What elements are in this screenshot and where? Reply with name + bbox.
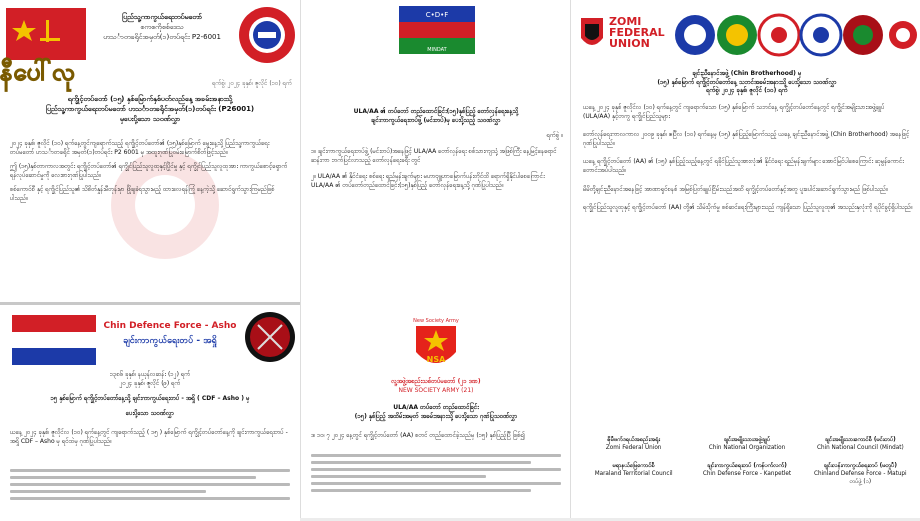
date-line: ၂၀၂၄ ခုနှစ်၊ ဇူလိုင် (၉) ရက် [119, 379, 181, 387]
paragraph-2: ၂။ ULA/AA ၏ နိုင်ငံရေး စစ်ရေး ရည်မှန်းချက်များ မဟာဗျူဟာမြောက်ပန်းတိုင်ထိ ရောက်ရှိနိုင်ပါစေကြောင်း ULA/AA ၏ တပ်တော်တည်ထောင်ခြင်း(၁၅)နှစ်ပြည့် တော်လှန်ရေးနေ့သို့ ဂုဏ်ပြုပါသည်။ [311, 173, 545, 189]
subject-line: ၁၅ နှစ်မြောက် ရက္ခိုင့်တပ်တော်နေ့သို့ ချင်းကာကွယ်ရေးတပ် - အရှို ( CDF – Asho ) မှ [50, 395, 250, 402]
zomi-federal-union-logo [579, 10, 669, 60]
asho-flag-icon [12, 315, 96, 365]
signatory: ချင်းအမျိုးသားကောင်စီ (မင်းတပ်) Chin National Council (Mindat) [816, 437, 904, 451]
title-line-3: ရက်စွဲ၊ ၂၀၂၄ ခုနှစ်၊ ဇူလိုင် (၁၀) ရက် [706, 87, 788, 95]
paragraph-3: ယနေ့ ရက္ခိုင့်တပ်တော် (AA) ၏ (၁၅) နှစ်ပြည့်သည့်နေ့တွင် ရခိုင်ပြည်သူအားလုံး၏ နိုင်ငံရေး ရည်မှန်းချက်များ အောင်မြင်ပါစေကြောင်း ဆုမွန်ကောင်းတောင်းအပ်ပါသည်။ [583, 158, 904, 174]
zomi-line-2: FEDERAL [609, 26, 665, 39]
title-my: ချင်းကာကွယ်ရေးတပ် - အရှို [123, 336, 217, 346]
header-line-1: ပြည်သူ့ကာကွယ်ရေးတပ်မတော် [122, 13, 202, 21]
signatory: ချင်းကာကွယ်ရေးတပ် (ကန်ပက်လက်) Chin Defense Force - Kanpetlet [702, 463, 792, 477]
header-line-3: ဟသင်္ာတခရိုင်အမှတ်(၁)တပ်ရင်း P2-6001 [103, 33, 221, 41]
signatory: ဇိုမီဖက်ဒရယ်အစည်းအရုံး Zomi Federal Union [605, 437, 662, 451]
banner-text: နီပေါ်လု [0, 58, 76, 86]
title-line-2: ချင်းကာကွယ်ရေးတပ်ဖွဲ့ (မင်းတပ်)မှ ပေးပို့သည့် သဝဏ်လွှာ [371, 116, 501, 124]
flag-title: Chin Defence Force - Asho [103, 321, 237, 331]
body-paragraph: ယနေ့ ၂၀၂၄ ခုနှစ်၊ ဇူလိုင်လ (၁၀) ရက်နေ့တွင် ကျရောက်သည့် ( ၁၅ ) နှစ်မြောက် ရက္ခိုင့်တပ်တော်နေ့ကို ချင်းကာကွယ်ရေးတပ် - အရှို CDF – Asho မှ ရင်ထဲမှ ဂုဏ်ပြုပါသည်။ [10, 429, 288, 445]
member-emblems-row [673, 12, 917, 58]
signatory: ချင်းအမျိုးသားအဖွဲ့ချုပ် Chin National Organization [708, 437, 786, 451]
paragraph-3: စစ်ကောင်စီ နှင့် ရက္ခိုင်ပြည်သူ၏ သိစိတ်နှုန်းမီတုန်းမှာ ဖြိုချခံရသွားမည့် ထားလေရန်ကြုံ နေ့ကဲ့သို့ ဆောင်ရွက်သွားကြမည်ဖြစ်ပါသည်။ [10, 186, 275, 202]
letter-cdf-asho-panel [0, 302, 300, 521]
paragraph-1: ယနေ့ ၂၀၂၄ ခုနှစ် ဇူလိုင်လ (၁၀) ရက်နေ့တွင် ကျရောက်သော (၁၅) နှစ်မြောက် သဘင်နေ့ ရက္ခိုင့်တပ်တော်နေ့တွင် ရက္ခိုင်အမျိုးသားအဖွဲ့ချုပ် (ULA/AA) နှင့်တကွ ရက္ခိုင်ပြည်သူများ [583, 104, 885, 120]
nsa-title-en: NEW SOCIETY ARMY (21) [398, 386, 474, 394]
nsa-title-my: လူ့အဖွဲ့အစည်းသစ်တပ်မတော် (၂၁ ဒဏ) [391, 378, 481, 385]
letter-pdf-panel [0, 0, 300, 302]
title-line-3: မှပေးပို့သော သဝဏ်လွှာ [119, 115, 181, 123]
letter-mindat-panel [300, 0, 571, 518]
title-line-1: ချင်းညီနောင်အဖွဲ့ (Chin Brotherhood) မှ [692, 70, 802, 77]
letter-chin-brotherhood-panel [570, 0, 920, 518]
emblem-5-icon [843, 15, 883, 55]
letter-body: ဒ၊ ၁၀၊ ၇ ၂၀၂၄ နေ့တွင် ရက္ခိုင့်တပ်တော် (AA) စတင် တည်ထောင်ခဲ့သည်မှ (၁၅) နှစ်ပြည့်ပြီ ဖြစ်၍ [311, 432, 526, 439]
paragraph-5: ရက္ခိုင်ပြည်သူလူထုနှင့် ရက္ခိုင့်တပ်တော် (AA) တို့၏ သိမ်းပိုက်မှု စစ်ဆင်ရေးကြီးများသည် ကျန်ရှိသော ပြည်သူလူထု၏ အသည်းနှလုံးကို ရပိုင်ခွင့်ရှိပါသည်။ [583, 204, 913, 212]
signatories-grid [577, 436, 917, 486]
zomi-shield-icon [579, 16, 605, 52]
paragraph-4: မိမိတို့ချင်းညီနောင်အနေဖြင့် အာဏာရှင်စနစ် အမြစ်ပြတ်ချုပ်ငြိမ်းသည်အထိ ရက္ခိုင့်တပ်တော်နှင့်အတူ ပူးပေါင်းဆောင်ရွက်သွားမည် ဖြစ်ပါသည်။ [583, 185, 888, 193]
emblem-3-icon [759, 15, 799, 55]
emblem-6-icon [889, 21, 917, 49]
ref-line: ၁၃၈၆ ခုနှစ်၊ နယုန်လဆန်း (၁၂) ရက် [109, 371, 191, 378]
header-line-2: စကစကိုစစ်ဒေသ [140, 23, 184, 31]
nsa-name: New Society Army [413, 318, 459, 324]
emblem-4-icon [801, 15, 841, 55]
zomi-line-1: ZOMI [609, 15, 642, 28]
flag-label: C•D•F [425, 11, 449, 19]
paragraph-1: ၁။ ချင်းကာကွယ်ရေးတပ်ဖွဲ့ (မင်းတပ်)အနေဖြင့် ULA/AA တော်လှန်ရေး စစ်သားကျသုံ့ အဖြစ်ကြီး နေ့မြင့်နေရောင်ဆန်းကာ ဘက်ပြင်လာသည့် တော်လှန်ရေးခရီး တွင် [311, 148, 557, 164]
zomi-line-3: UNION [609, 37, 650, 50]
pdf-emblem-icon [238, 6, 296, 64]
body-text-lines [311, 450, 561, 496]
pdf-flag-icon [6, 8, 86, 60]
signatory: မရာနယ်မြေကောင်စီ Maraland Territorial Council [594, 463, 673, 477]
paragraph-2: ဤ (၁၅)နှစ်တာကာလအတွင်း ရက္ခိုင့်တပ်တော်၏ ရက္ခိုင်ပြည်သူလူထုနှင့်ပြိုင်မှု နှင့် ရက္ခိုင်ပြည်သူလူထုအား ကာကွယ်စောင့်ရှောက်ရန်လုပ်ဆောင်မှုကို လေးစားဂုဏ်ပြုပါသည်။ [10, 163, 288, 179]
flag-sub: MINDAT [427, 47, 447, 53]
last-line: တပ်ဖွဲ့ (၁) [849, 479, 872, 485]
nsa-logo-icon [412, 316, 460, 374]
title-line-2: (၁၅) နှစ်မြောက် ရက္ခိုင့်တပ်တော်နေ့ သဘင်အခမ်းအနားသို့ ပေးပို့သော သဝဏ်လွှာ [657, 78, 837, 86]
letter-title-1: ULA/AA တပ်တော် တည်ထောင်ခြင်း [393, 404, 479, 411]
signatory: ချင်းလန်းကာကွယ်ရေးတပ် (မတူပီ) Chinland Defense Force - Matupi တပ်ဖွဲ့ (၁) [804, 462, 917, 486]
date-line: ရက်စွဲ၊ ၂၀၂၄ ခုနှစ်၊ ဇူလိုင် (၁၀) ရက် [212, 80, 292, 87]
date-short: ရက်စွဲ ။ [546, 132, 563, 139]
subject-line-2: ပေးပို့သော သဝဏ်လွှာ [125, 409, 175, 417]
nsa-logo-text: NSA [426, 355, 446, 364]
mindat-flag-icon [399, 6, 475, 54]
paragraph-2: တော်လှန်ရေးကာလကာလ ၂၀၀၉ ခုနှစ်၊ ဧပြီလ (၁၀) ရက်နေ့မှ (၁၅) နှစ်ပြည့်မြောက်သည့် ယနေ့ ချင်းညီနောင်အဖွဲ့ (Chin Brotherhood) အနေဖြင့် ဂုဏ်ပြုပါသည်။ [583, 131, 910, 147]
paragraph-1: ၂၀၂၄ ခုနှစ်၊ ဇူလိုင် (၁၀) ရက်နေ့တွင်ကျရောက်သည့် ရက္ခိုင့်တပ်တော်၏ (၁၅)နှစ်မြောက် မွေးနေ့သို့ ပြည်သူ့ကာကွယ်ရေးတပ်မတော် ဟသင်္ာတခရိုင် အမှတ်(၁)တပ်ရင်း P2 6001 မှ အထူးဂုဏ်ပြုဝမ်းမြောက်စိတ်ဖြင့်သည်။ [10, 140, 270, 156]
emblem-1-icon [675, 15, 715, 55]
title-line-1: ULA/AA ၏ တပ်တော် တည်ထောင်ခြင်း(၁၅)နှစ်ပြည့် တော်လှန်ရေးနေ့သို့ [353, 108, 519, 115]
title-line-1: ရက္ခိုင့်တပ်တော် (၁၅) နှစ်မြောက်နှစ်ပတ်လည်နေ့ အခမ်းအနားသို့ [67, 95, 233, 103]
title-line-2: ပြည်သူ့ကာကွယ်ရေးတပ်မတော် ဟသင်္ာတခရိုင်အမှတ်(၁)တပ်ရင်း (P26001) [45, 105, 255, 113]
emblem-2-icon [717, 15, 757, 55]
body-text-lines [10, 465, 290, 504]
asho-emblem-icon [244, 311, 296, 363]
letter-title-2: (၁၅) နှစ်ပြည့် အထိမ်းအမှတ် အခမ်းအနားသို့ ပေးပို့သော ဂုဏ်ပြုသဝဏ်လွှာ [354, 412, 518, 420]
